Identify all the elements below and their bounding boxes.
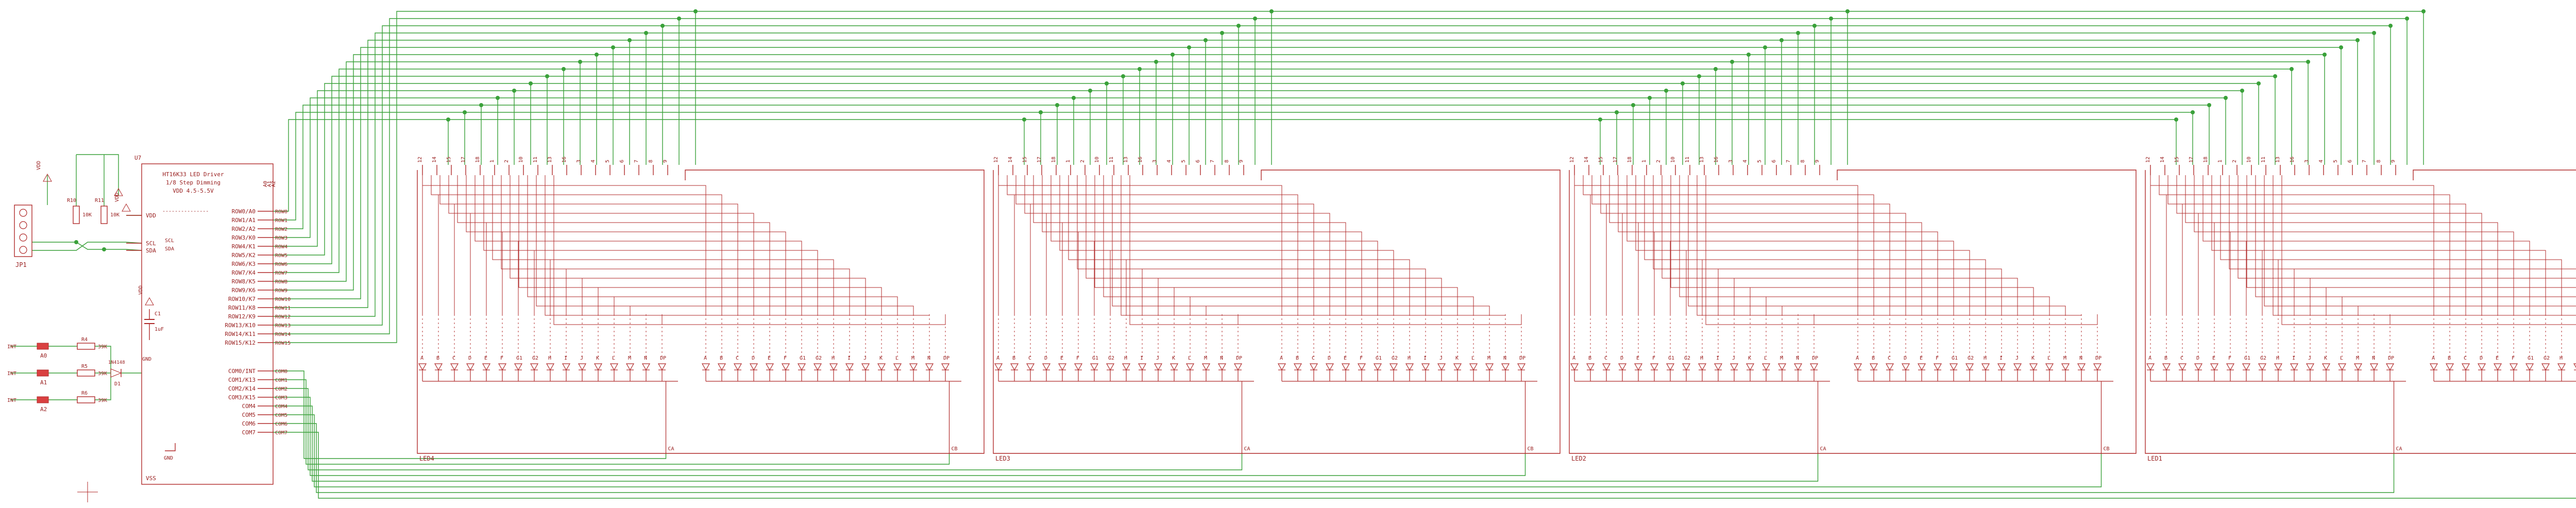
segment-name-label: F: [1936, 355, 1939, 361]
display-header-pin-label: 5: [1757, 159, 1762, 163]
segment-name-label: F: [1360, 355, 1363, 361]
display-header-pin-label: 12: [2145, 156, 2151, 163]
segment-name-label: I: [848, 355, 851, 361]
display-ref-label: LED3: [995, 455, 1010, 462]
driver-row-net-label: ROW7: [275, 270, 288, 276]
segment-name-label: B: [1012, 355, 1016, 361]
segment-name-label: J: [2308, 355, 2312, 361]
driver-row-net-label: ROW8: [275, 279, 288, 285]
display-header-pin-label: 16: [1714, 156, 1719, 163]
driver-com-label: COM4: [242, 403, 256, 410]
segment-name-label: K: [596, 355, 600, 361]
display-header-pin-label: 9: [2391, 159, 2396, 163]
display-header-pin-label: 7: [1786, 159, 1791, 163]
segment-name-label: G2: [532, 355, 539, 361]
display-header-pin-label: 17: [1613, 156, 1618, 163]
display-header-pin-label: 11: [1109, 156, 1114, 163]
display-header-pin-label: 3: [1152, 159, 1158, 163]
segment-name-label: A: [996, 355, 1000, 361]
digit-common-label: CB: [951, 446, 958, 452]
digit-common-label: CB: [1527, 446, 1534, 452]
segment-name-label: L: [2047, 355, 2051, 361]
driver-row-label: ROW4/K1: [231, 243, 256, 250]
display-header-pin-label: 6: [1195, 159, 1201, 163]
display-header-pin-label: 15: [1022, 156, 1028, 163]
segment-name-label: E: [1920, 355, 1923, 361]
connector-ref-label: JP1: [15, 261, 27, 268]
segment-name-label: M: [628, 355, 632, 361]
display-header-pin-label: 10: [518, 156, 524, 163]
segment-name-label: E: [1636, 355, 1640, 361]
driver-row-label: ROW1/A1: [231, 217, 256, 224]
segment-name-label: K: [879, 355, 883, 361]
pullup-resistor-ref: R11: [95, 198, 105, 204]
segment-name-label: G1: [516, 355, 523, 361]
segment-name-label: E: [2496, 355, 2499, 361]
display-header-pin-label: 14: [1584, 156, 1589, 163]
diode-ref-label: D1: [114, 381, 121, 387]
driver-top-pin-label: A1: [267, 180, 273, 187]
driver-com-net-label: COM4: [275, 404, 288, 410]
pullup-resistor-value: 10K: [110, 212, 120, 218]
segment-name-label: N: [644, 355, 648, 361]
segment-name-label: G2: [1968, 355, 1974, 361]
diode-part-label: 1N4148: [108, 360, 125, 365]
display-header-pin-label: 9: [663, 159, 668, 163]
segment-name-label: F: [1652, 355, 1656, 361]
segment-name-label: E: [1344, 355, 1347, 361]
segment-name-label: G2: [1684, 355, 1691, 361]
display-header-pin-label: 13: [1123, 156, 1129, 163]
segment-name-label: M: [1204, 355, 1208, 361]
segment-name-label: N: [1796, 355, 1800, 361]
driver-com-label: COM3/K15: [228, 394, 256, 401]
segment-name-label: H: [1408, 355, 1411, 361]
segment-name-label: J: [580, 355, 584, 361]
segment-name-label: C: [452, 355, 456, 361]
driver-row-net-label: ROW13: [275, 323, 291, 329]
driver-com-net-label: COM2: [275, 386, 288, 392]
segment-name-label: G2: [2544, 355, 2550, 361]
display-header-pin-label: 10: [1670, 156, 1676, 163]
digit-common-label: CA: [1244, 446, 1250, 452]
segment-name-label: J: [2015, 355, 2019, 361]
driver-pin-label: SCL: [146, 240, 156, 247]
driver-row-label: ROW8/K5: [231, 278, 256, 285]
segment-name-label: B: [1296, 355, 1299, 361]
driver-row-net-label: ROW14: [275, 332, 291, 337]
segment-name-label: G1: [1376, 355, 1382, 361]
segment-name-label: M: [1487, 355, 1491, 361]
driver-pin-label: VDD: [146, 212, 156, 219]
segment-name-label: B: [720, 355, 723, 361]
segment-name-label: H: [1984, 355, 1987, 361]
driver-row-net-label: ROW12: [275, 314, 291, 320]
segment-name-label: I: [1140, 355, 1144, 361]
display-header-pin-label: 13: [1699, 156, 1705, 163]
display-header-pin-label: 8: [648, 159, 654, 163]
display-header-pin-label: 16: [1138, 156, 1143, 163]
segment-name-label: F: [784, 355, 787, 361]
driver-com-net-label: COM6: [275, 421, 288, 427]
vdd-net-label: VDD: [36, 160, 42, 170]
display-header-pin-label: 2: [2232, 159, 2238, 163]
segment-name-label: A: [2148, 355, 2152, 361]
segment-name-label: D: [1620, 355, 1624, 361]
segment-name-label: C: [1028, 355, 1032, 361]
display-header-pin-label: 8: [1224, 159, 1230, 163]
junction-dot: [74, 240, 78, 244]
segment-name-label: K: [2324, 355, 2328, 361]
driver-title-line: 1/8 Step Dimming: [166, 179, 221, 186]
segment-name-label: D: [1044, 355, 1048, 361]
segment-name-label: H: [2276, 355, 2280, 361]
display-header-pin-label: 14: [2160, 156, 2165, 163]
display-ref-label: LED4: [419, 455, 434, 462]
driver-com-net-label: COM0: [275, 369, 288, 375]
segment-name-label: L: [1764, 355, 1768, 361]
cap-vdd-label: VDD: [138, 285, 144, 295]
display-header-pin-label: 3: [576, 159, 582, 163]
cap-ref-label: C1: [155, 311, 161, 317]
segment-name-label: J: [1732, 355, 1736, 361]
segment-name-label: C: [1604, 355, 1608, 361]
segment-name-label: A: [420, 355, 424, 361]
address-jumper-pad: [37, 370, 48, 376]
segment-name-label: H: [548, 355, 552, 361]
pullup-resistor-ref: R10: [67, 198, 77, 204]
segment-name-label: A: [704, 355, 707, 361]
segment-name-label: I: [564, 355, 568, 361]
driver-com-label: COM1/K13: [228, 377, 256, 383]
digit-common-label: CA: [2396, 446, 2402, 452]
driver-row-net-label: ROW2: [275, 227, 288, 232]
segment-name-label: E: [768, 355, 771, 361]
display-header-pin-label: 4: [1166, 159, 1172, 163]
driver-pin-label: SDA: [146, 247, 156, 254]
segment-name-label: B: [436, 355, 440, 361]
driver-com-label: COM7: [242, 429, 256, 436]
segment-name-label: I: [2292, 355, 2296, 361]
vss-gnd-label: GND: [164, 455, 174, 461]
segment-name-label: H: [2560, 355, 2563, 361]
driver-row-net-label: ROW10: [275, 297, 291, 302]
segment-name-label: M: [1780, 355, 1784, 361]
driver-row-label: ROW10/K7: [228, 296, 256, 302]
display-header-pin-label: 11: [533, 156, 538, 163]
display-header-pin-label: 5: [605, 159, 611, 163]
driver-com-label: COM5: [242, 412, 256, 418]
driver-com-label: COM6: [242, 420, 256, 427]
segment-name-label: G2: [1392, 355, 1398, 361]
address-resistor-ref: R5: [81, 364, 88, 369]
segment-name-label: G1: [800, 355, 806, 361]
display-header-pin-label: 12: [993, 156, 999, 163]
segment-name-label: F: [2228, 355, 2232, 361]
display-header-pin-label: 14: [432, 156, 437, 163]
segment-name-label: DP: [1812, 355, 1819, 361]
display-ref-label: LED1: [2147, 455, 2162, 462]
segment-name-label: DP: [943, 355, 950, 361]
address-resistor-value: 39K: [98, 371, 108, 377]
segment-name-label: F: [500, 355, 504, 361]
driver-row-net-label: ROW5: [275, 253, 288, 259]
driver-row-net-label: ROW9: [275, 288, 288, 294]
segment-name-label: G1: [1092, 355, 1099, 361]
segment-name-label: G1: [1668, 355, 1675, 361]
display-header-pin-label: 12: [417, 156, 423, 163]
segment-name-label: C: [1312, 355, 1315, 361]
segment-name-label: K: [1748, 355, 1752, 361]
segment-name-label: H: [832, 355, 835, 361]
driver-com-net-label: COM5: [275, 413, 288, 418]
segment-name-label: H: [1700, 355, 1704, 361]
display-header-pin-label: 1: [2217, 159, 2223, 163]
display-header-pin-label: 13: [547, 156, 553, 163]
driver-ref-label: U7: [134, 155, 142, 161]
segment-name-label: G2: [816, 355, 822, 361]
cap-gnd-label: GND: [142, 357, 152, 362]
display-header-pin-label: 12: [1569, 156, 1575, 163]
cap-value-label: 1uF: [155, 327, 164, 332]
display-header-pin-label: 11: [1685, 156, 1690, 163]
driver-title-line: HT16K33 LED Driver: [162, 171, 224, 178]
segment-name-label: K: [2031, 355, 2035, 361]
driver-row-net-label: ROW3: [275, 235, 288, 241]
segment-name-label: J: [863, 355, 867, 361]
address-resistor-ref: R6: [81, 391, 88, 396]
display-header-pin-label: 4: [2318, 159, 2324, 163]
display-header-pin-label: 2: [504, 159, 510, 163]
segment-name-label: B: [2448, 355, 2451, 361]
driver-separator: ---------------: [162, 209, 209, 214]
segment-name-label: D: [752, 355, 755, 361]
segment-name-label: L: [1471, 355, 1475, 361]
driver-com-net-label: COM3: [275, 395, 288, 401]
segment-name-label: C: [1888, 355, 1891, 361]
display-header-pin-label: 18: [2203, 156, 2209, 163]
segment-name-label: D: [2480, 355, 2483, 361]
jumper-int-label: INT: [7, 344, 17, 350]
segment-name-label: F: [1076, 355, 1080, 361]
display-header-pin-label: 2: [1656, 159, 1662, 163]
segment-name-label: I: [1423, 355, 1427, 361]
driver-row-net-label: ROW0: [275, 209, 288, 215]
segment-name-label: N: [927, 355, 931, 361]
segment-name-label: B: [1872, 355, 1875, 361]
driver-vss-label: VSS: [146, 475, 156, 482]
segment-name-label: M: [2356, 355, 2360, 361]
segment-name-label: E: [1060, 355, 1064, 361]
segment-name-label: J: [1156, 355, 1160, 361]
segment-name-label: G1: [2528, 355, 2534, 361]
driver-row-label: ROW14/K11: [225, 331, 256, 337]
address-jumper-ref: A2: [40, 406, 47, 413]
segment-name-label: E: [484, 355, 488, 361]
display-header-pin-label: 1: [1641, 159, 1647, 163]
address-resistor-ref: R4: [81, 337, 88, 343]
segment-name-label: I: [1999, 355, 2003, 361]
segment-name-label: G1: [1952, 355, 1958, 361]
driver-com-label: COM2/K14: [228, 385, 256, 392]
segment-name-label: D: [1904, 355, 1907, 361]
segment-name-label: L: [2340, 355, 2344, 361]
driver-row-net-label: ROW4: [275, 244, 288, 250]
segment-name-label: G1: [2244, 355, 2251, 361]
segment-name-label: C: [2180, 355, 2184, 361]
segment-name-label: D: [1328, 355, 1331, 361]
display-header-pin-label: 16: [562, 156, 567, 163]
display-header-pin-label: 1: [1065, 159, 1071, 163]
display-header-pin-label: 15: [2174, 156, 2180, 163]
segment-name-label: DP: [660, 355, 667, 361]
driver-row-label: ROW13/K10: [225, 322, 256, 329]
display-header-pin-label: 6: [619, 159, 625, 163]
segment-name-label: L: [895, 355, 899, 361]
display-header-pin-label: 17: [2189, 156, 2194, 163]
driver-row-label: ROW9/K6: [231, 287, 256, 294]
display-header-pin-label: 17: [1037, 156, 1042, 163]
display-header-pin-label: 4: [590, 159, 596, 163]
sda-net-label: SDA: [165, 246, 175, 252]
display-header-pin-label: 3: [1728, 159, 1734, 163]
display-header-pin-label: 11: [2261, 156, 2266, 163]
jumper-int-label: INT: [7, 371, 17, 377]
address-resistor-value: 39K: [98, 398, 108, 403]
segment-name-label: G2: [2260, 355, 2267, 361]
segment-name-label: A: [1856, 355, 1859, 361]
segment-name-label: K: [1172, 355, 1176, 361]
display-header-pin-label: 16: [2290, 156, 2295, 163]
segment-name-label: C: [2464, 355, 2467, 361]
driver-row-net-label: ROW15: [275, 341, 291, 346]
driver-top-pin-label: A2: [271, 180, 277, 187]
display-header-pin-label: 6: [1771, 159, 1777, 163]
segment-name-label: C: [736, 355, 739, 361]
segment-name-label: H: [1124, 355, 1128, 361]
driver-top-pin-label: A0: [263, 180, 268, 187]
driver-title-line: VDD 4.5-5.5V: [173, 188, 214, 194]
segment-name-label: F: [2512, 355, 2515, 361]
display-header-pin-label: 15: [446, 156, 452, 163]
segment-name-label: B: [1588, 355, 1592, 361]
segment-name-label: B: [2164, 355, 2168, 361]
segment-name-label: L: [612, 355, 616, 361]
display-ref-label: LED2: [1571, 455, 1586, 462]
jumper-int-label: INT: [7, 398, 17, 403]
driver-row-label: ROW3/K0: [231, 234, 256, 241]
display-header-pin-label: 17: [461, 156, 466, 163]
display-header-pin-label: 9: [1239, 159, 1244, 163]
display-header-pin-label: 4: [1742, 159, 1748, 163]
segment-name-label: DP: [2095, 355, 2102, 361]
segment-name-label: N: [2372, 355, 2376, 361]
display-header-pin-label: 14: [1008, 156, 1013, 163]
address-resistor-value: 39K: [98, 344, 108, 350]
display-header-pin-label: 15: [1598, 156, 1604, 163]
address-jumper-ref: A0: [40, 352, 47, 359]
display-header-pin-label: 6: [2347, 159, 2353, 163]
display-header-pin-label: 5: [2333, 159, 2338, 163]
segment-name-label: G2: [1108, 355, 1115, 361]
display-header-pin-label: 1: [489, 159, 495, 163]
driver-row-label: ROW11/K8: [228, 304, 256, 311]
display-header-pin-label: 8: [2376, 159, 2382, 163]
segment-name-label: N: [1503, 355, 1507, 361]
display-header-pin-label: 7: [2362, 159, 2367, 163]
segment-name-label: I: [1716, 355, 1720, 361]
display-header-pin-label: 2: [1080, 159, 1086, 163]
driver-com-label: COM0/INT: [228, 368, 256, 375]
segment-name-label: N: [1220, 355, 1224, 361]
driver-com-net-label: COM7: [275, 430, 288, 436]
display-header-pin-label: 7: [634, 159, 639, 163]
display-header-pin-label: 8: [1800, 159, 1806, 163]
driver-row-label: ROW7/K4: [231, 269, 256, 276]
junction-dot: [102, 247, 106, 251]
digit-common-label: CA: [668, 446, 674, 452]
digit-common-label: CA: [1820, 446, 1826, 452]
driver-row-net-label: ROW6: [275, 262, 288, 267]
segment-name-label: M: [911, 355, 915, 361]
display-header-pin-label: 18: [475, 156, 481, 163]
segment-name-label: K: [1455, 355, 1459, 361]
segment-name-label: DP: [1519, 355, 1526, 361]
driver-row-label: ROW2/A2: [231, 226, 256, 232]
address-jumper-ref: A1: [40, 379, 47, 386]
driver-row-label: ROW6/K3: [231, 261, 256, 267]
driver-row-net-label: ROW11: [275, 306, 291, 311]
driver-row-label: ROW15/K12: [225, 340, 256, 346]
driver-row-label: ROW5/K2: [231, 252, 256, 259]
segment-name-label: A: [2432, 355, 2435, 361]
segment-name-label: D: [468, 355, 472, 361]
segment-name-label: D: [2196, 355, 2200, 361]
scl-net-label: SCL: [165, 238, 175, 244]
display-header-pin-label: 18: [1051, 156, 1057, 163]
address-jumper-pad: [37, 343, 48, 349]
driver-com-net-label: COM1: [275, 378, 288, 383]
display-header-pin-label: 18: [1627, 156, 1633, 163]
segment-name-label: J: [1439, 355, 1443, 361]
driver-row-label: ROW12/K9: [228, 313, 256, 320]
segment-name-label: A: [1280, 355, 1283, 361]
driver-row-label: ROW0/A0: [231, 208, 256, 215]
segment-name-label: DP: [1236, 355, 1243, 361]
segment-name-label: DP: [2388, 355, 2395, 361]
digit-common-label: CB: [2103, 446, 2110, 452]
vdd-ic-net-label: VDD: [114, 192, 120, 202]
segment-name-label: A: [1572, 355, 1576, 361]
pullup-resistor-value: 10K: [82, 212, 92, 218]
display-header-pin-label: 10: [2246, 156, 2252, 163]
display-header-pin-label: 9: [1815, 159, 1820, 163]
display-header-pin-label: 5: [1181, 159, 1187, 163]
segment-name-label: M: [2063, 355, 2067, 361]
display-header-pin-label: 13: [2275, 156, 2281, 163]
address-jumper-pad: [37, 397, 48, 403]
display-header-pin-label: 3: [2304, 159, 2310, 163]
display-header-pin-label: 10: [1094, 156, 1100, 163]
segment-name-label: E: [2212, 355, 2216, 361]
segment-name-label: L: [1188, 355, 1192, 361]
segment-name-label: N: [2079, 355, 2083, 361]
display-header-pin-label: 7: [1210, 159, 1215, 163]
driver-row-net-label: ROW1: [275, 218, 288, 224]
